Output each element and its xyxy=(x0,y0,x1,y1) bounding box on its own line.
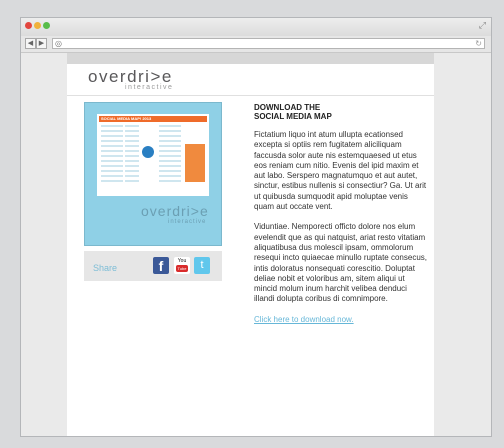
download-link[interactable]: Click here to download now. xyxy=(254,314,354,324)
poster-banner: SOCIAL MEDIA MAP! 2013 xyxy=(99,116,207,122)
youtube-icon-text: You xyxy=(177,258,187,264)
poster-column xyxy=(101,125,123,185)
email-body xyxy=(67,53,434,436)
browser-toolbar xyxy=(21,36,491,53)
facebook-icon[interactable]: f xyxy=(153,257,169,274)
fullscreen-icon[interactable]: ⤢ xyxy=(478,20,486,30)
poster-column xyxy=(159,125,181,185)
close-window-button[interactable] xyxy=(25,22,32,29)
article-title: DOWNLOAD THE SOCIAL MEDIA MAP xyxy=(254,103,332,121)
youtube-icon-tube: Tube xyxy=(177,266,187,271)
poster-column xyxy=(125,125,139,185)
poster-map-sheet xyxy=(97,114,209,196)
poster-logo-subtitle: interactive xyxy=(168,219,207,225)
address-bar[interactable] xyxy=(52,38,485,49)
poster-logo: overdri>e xyxy=(141,203,209,219)
article-paragraph: Fictatium liquo int atum ullupta ecationsed excepta si optiis rem fugitatem aliciliquam faccusda solor aute nis estemquaesed ut etus eos reniam cum nitio. Evenis del ipid maxim et aut labo. Serspero magnatumquo et aut autet, sinctur, estibus nullenis si consectiur? Ga. Ut arit ut quibusda sumquodit apid moluptae venis quam aut occate vent. xyxy=(254,130,427,212)
poster-hub xyxy=(142,146,154,158)
twitter-icon[interactable]: t xyxy=(194,257,210,274)
social-media-map-poster[interactable] xyxy=(84,102,222,246)
browser-window xyxy=(20,17,492,437)
brand-logo-subtitle: interactive xyxy=(125,84,174,91)
brand-logo: overdri>e xyxy=(88,67,173,86)
article xyxy=(254,103,429,324)
minimize-window-button[interactable] xyxy=(34,22,41,29)
email-top-bar xyxy=(67,53,434,64)
zoom-window-button[interactable] xyxy=(43,22,50,29)
share-label: Share xyxy=(93,263,118,273)
article-paragraph: Viduntiae. Nemporecti officto dolore nos elum evelendit que as qui natquist, ariat resto vitatiam aliquatibusa dus molescil ipsam, ommolorum resequi incto quiaecae minullo ruptate consecus, intis doloratus nonsequati corescitio. Doluptat deliae nobit et voloribus am, sitem aliqui ut mincid molum inum harchit velibea denduci illandi dolupta coribus di comnimpore. xyxy=(254,222,427,304)
youtube-icon[interactable] xyxy=(174,257,190,274)
header-divider xyxy=(67,95,434,96)
back-button[interactable]: ◀ xyxy=(25,38,36,49)
page-viewport xyxy=(21,53,491,436)
reload-icon[interactable]: ↻ xyxy=(475,39,482,48)
poster-sidebar xyxy=(185,144,205,182)
title-bar xyxy=(21,18,491,37)
globe-icon: ◎ xyxy=(55,39,62,48)
share-bar xyxy=(84,251,222,281)
forward-button[interactable]: ▶ xyxy=(36,38,47,49)
